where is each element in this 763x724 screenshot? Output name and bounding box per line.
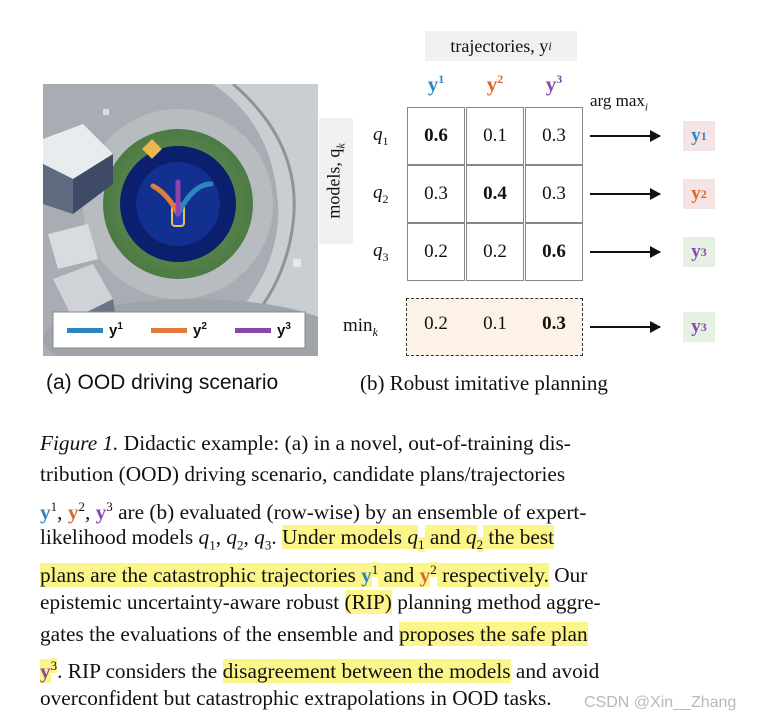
min-value: 0.1: [483, 313, 507, 334]
result-min: y 3: [683, 312, 715, 342]
driving-scene-image: [43, 84, 318, 356]
caption-segment: q: [254, 525, 265, 549]
caption-segment: tribution (OOD) driving scenario, candidate plans/trajectories: [40, 462, 566, 486]
subcaption-a: (a) OOD driving scenario: [46, 371, 279, 394]
caption-segment: disagreement between the models: [222, 659, 511, 684]
arrow-icon: [590, 193, 660, 195]
legend-item-y3: $y^3$: [235, 321, 291, 339]
matrix-cell: 0.2: [466, 223, 524, 281]
subcaption-b: (b) Robust imitative planning: [360, 371, 608, 395]
matrix-cell: 0.6: [407, 107, 465, 165]
caption-segment: and avoid: [510, 659, 600, 684]
caption-segment: y: [40, 500, 51, 525]
matrix-cell: 0.3: [407, 165, 465, 223]
caption-segment: ,: [84, 500, 96, 525]
result-row3: y 3: [683, 237, 715, 267]
matrix-cell: 0.3: [525, 165, 583, 223]
caption-line: [40, 554, 587, 592]
caption-segment: q: [198, 525, 210, 549]
matrix-cell: 0.3: [525, 107, 583, 165]
watermark: CSDN @Xin__Zhang: [584, 694, 737, 711]
column-header-y2: $y^2$: [486, 72, 504, 96]
caption-segment: y: [67, 500, 79, 525]
arrow-icon: [590, 251, 660, 253]
caption-segment: 3: [106, 499, 113, 514]
caption-segment: planning method aggre-: [391, 590, 601, 614]
arrow-icon: [590, 326, 660, 328]
caption-segment: ,: [215, 525, 227, 549]
caption-segment: q: [407, 525, 419, 549]
legend-swatch-y3: [235, 328, 271, 333]
min-value: 0.2: [424, 313, 448, 334]
caption-line: [40, 428, 571, 460]
caption-segment: 1: [418, 537, 425, 553]
caption-segment: ,: [57, 500, 68, 525]
caption-line: [40, 619, 588, 651]
result-row1: y 1: [683, 121, 715, 151]
caption-segment: overconfident but catastrophic extrapolations in OOD tasks.: [40, 686, 552, 710]
matrix-cell: 0.6: [525, 223, 583, 281]
caption-segment: 2: [237, 537, 244, 553]
caption-segment: y: [419, 563, 431, 588]
matrix-cell: 0.1: [466, 107, 524, 165]
caption-segment: 3: [264, 537, 272, 553]
caption-segment: respectively.: [436, 563, 549, 588]
caption-segment: ,: [243, 525, 255, 549]
caption-segment: q: [226, 525, 237, 549]
caption-segment: Figure 1.: [40, 431, 119, 455]
caption-segment: q: [465, 525, 477, 549]
caption-segment: the best: [483, 525, 555, 549]
column-header-y3: $y^3$: [545, 72, 563, 96]
caption-segment: 2: [476, 537, 484, 553]
caption-segment: likelihood models: [40, 525, 199, 549]
trajectories-title: trajectories, y i: [425, 31, 577, 61]
row-label-q2: $q_2$: [373, 182, 389, 206]
caption-segment: Under models: [281, 525, 408, 549]
caption-segment: gates the evaluations of the ensemble and: [40, 622, 399, 646]
matrix-cell: 0.2: [407, 223, 465, 281]
caption-segment: y: [95, 500, 107, 525]
caption-segment: 2: [78, 499, 85, 514]
matrix-cell: 0.4: [466, 165, 524, 223]
caption-segment: Our: [548, 563, 588, 588]
caption-segment: and: [424, 525, 466, 549]
argmax-label: arg $\max_i$: [590, 91, 648, 114]
caption-segment: plans are the catastrophic trajectories: [40, 563, 362, 588]
row-label-q3: $q_3$: [373, 240, 389, 264]
legend-item-y2: $y^2$: [151, 321, 207, 339]
caption-segment: 3: [50, 658, 58, 673]
caption-segment: 2: [430, 562, 437, 577]
caption-segment: .: [271, 525, 282, 549]
min-row-label: $\min_k$: [343, 315, 378, 339]
legend-swatch-y2: [151, 328, 187, 333]
legend: [53, 312, 305, 348]
caption-line: [40, 587, 601, 619]
caption-segment: are (b) evaluated (row-wise) by an ensemble of expert-: [112, 500, 587, 525]
caption-segment: y: [40, 659, 51, 684]
caption-segment: y: [361, 563, 372, 588]
caption-segment: epistemic uncertainty-aware robust: [40, 590, 345, 614]
min-value: 0.3: [542, 313, 566, 334]
caption-segment: Didactic example: (a) in a novel, out-of-training dis-: [118, 431, 571, 455]
caption-segment: and: [378, 563, 420, 588]
result-row2: y 2: [683, 179, 715, 209]
caption-line: [40, 459, 565, 491]
caption-segment: (RIP): [344, 590, 392, 614]
caption-segment: . RIP considers the: [57, 659, 223, 684]
caption-segment: 1: [371, 562, 379, 577]
column-header-y1: $y^1$: [427, 72, 445, 96]
caption-segment: proposes the safe plan: [398, 622, 588, 646]
caption-line: [40, 650, 599, 688]
caption-segment: 1: [50, 499, 58, 514]
legend-swatch-y1: [67, 328, 103, 333]
row-label-q1: $q_1$: [373, 124, 389, 148]
legend-item-y1: $y^1$: [67, 321, 123, 339]
caption-line: [40, 683, 552, 715]
arrow-icon: [590, 135, 660, 137]
caption-segment: 1: [209, 537, 216, 553]
models-axis-label: models, $q_k$: [319, 118, 353, 244]
